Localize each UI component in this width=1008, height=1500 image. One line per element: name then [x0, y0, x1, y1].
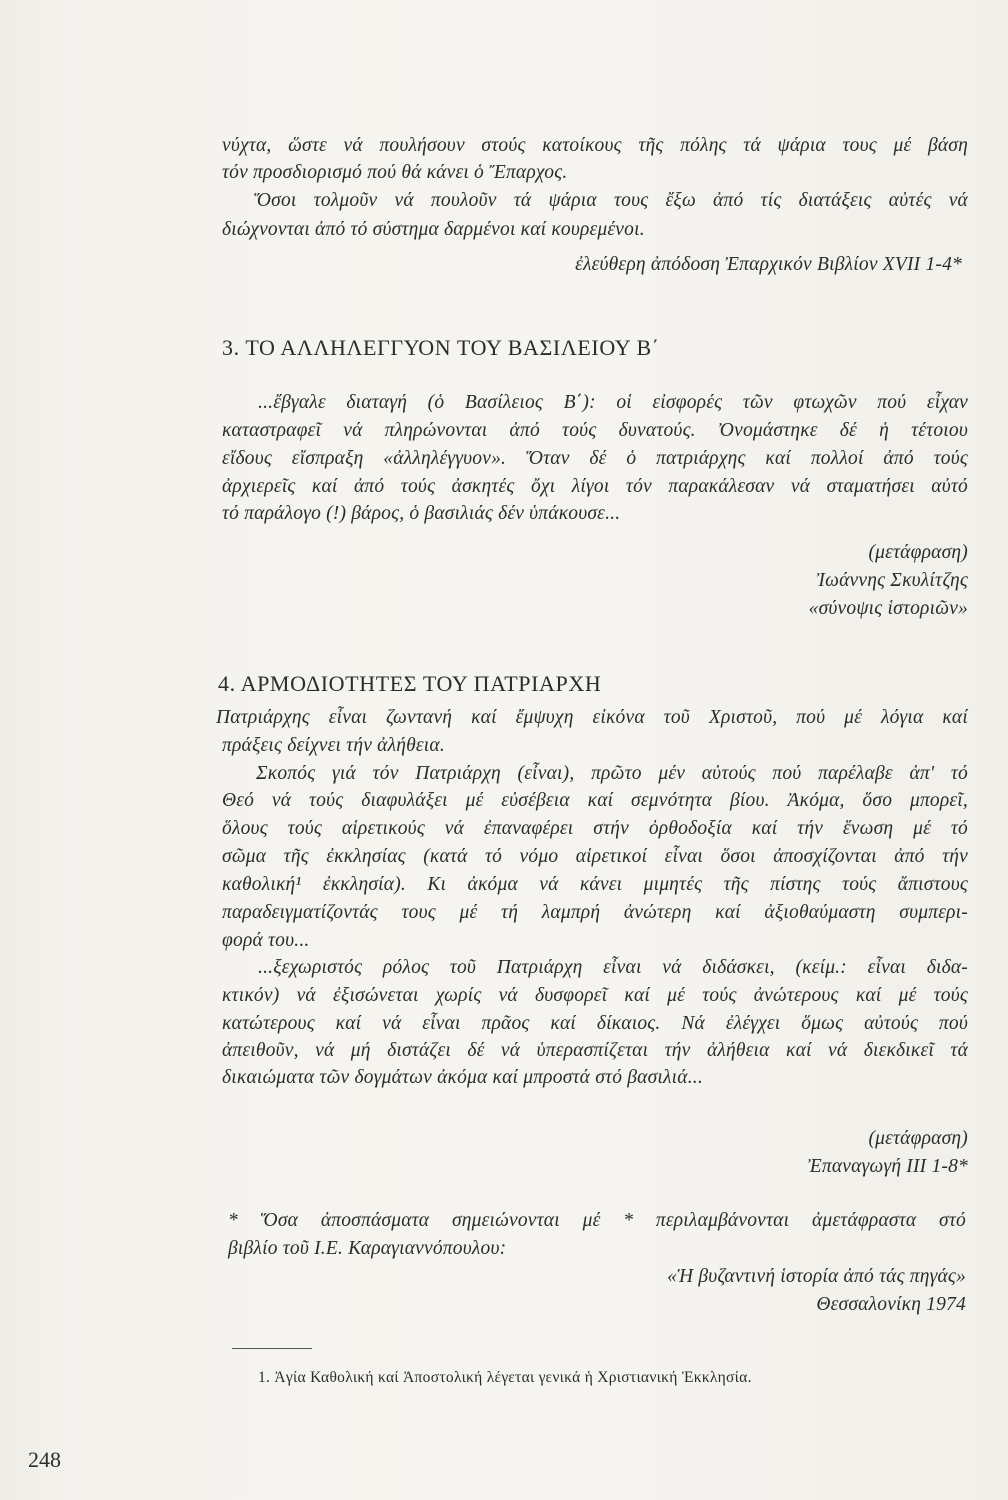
page-number: 248 — [28, 1447, 61, 1472]
text-line: παραδειγματίζοντάς τους μέ τή λαμπρή ἀνώτερη καί ἀξιοθαύμαστη συμπερι- — [222, 902, 968, 923]
attribution-line: «σύνοψις ἱστοριῶν» — [808, 598, 968, 619]
note-line: * Ὅσα ἀποσπάσματα σημειώνονται μέ * περιλαμβάνονται ἀμετάφραστα στό — [228, 1210, 966, 1231]
text-line: εἴδους εἴσπραξη «ἀλληλέγγυον». Ὅταν δέ ὁ πατριάρχης καί πολλοί ἀπό τούς — [222, 448, 968, 469]
text-line: καθολική¹ ἐκκλησία). Κι ἀκόμα νά κάνει μιμητές τῆς πίστης τούς ἄπιστους — [222, 874, 968, 895]
attribution-line: Ἐπαναγωγή III 1-8* — [807, 1156, 968, 1177]
text-line: Σκοπός γιά τόν Πατριάρχη (εἶναι), πρῶτο μέν αὐτούς πού παρέλαβε ἀπ' τό — [256, 763, 968, 784]
text-line: Πατριάρχης εἶναι ζωντανή καί ἔμψυχη εἰκόνα τοῦ Χριστοῦ, πού μέ λόγια καί — [216, 707, 968, 728]
attribution-line: (μετάφραση) — [868, 1128, 968, 1149]
text-line: κτικόν) νά ἐξισώνεται χωρίς νά δυσφορεῖ καί μέ τούς ἀνώτερους καί μέ τούς — [222, 985, 968, 1006]
text-line: Ὅσοι τολμοῦν νά πουλοῦν τά ψάρια τους ἔξω ἀπό τίς διατάξεις αὐτές νά — [254, 190, 968, 211]
text-line: σῶμα τῆς ἐκκλησίας (κατά τό νόμο αἱρετικοί εἶναι ὅσοι ἀποσχίζονται ἀπό τήν — [222, 846, 968, 867]
footnote-divider — [232, 1348, 312, 1349]
text-line: τόν προσδιορισμό πού θά κάνει ὁ Ἔπαρχος. — [222, 162, 568, 183]
text-line: δικαιώματα τῶν δογμάτων ἀκόμα καί μπροστά στό βασιλιά... — [222, 1067, 703, 1088]
section-heading: 4. ΑΡΜΟΔΙΟΤΗΤΕΣ ΤΟΥ ΠΑΤΡΙΑΡΧΗ — [218, 671, 602, 696]
footnote: 1. Ἁγία Καθολική καί Ἀποστολική λέγεται γενικά ἡ Χριστιανική Ἐκκλησία. — [258, 1369, 752, 1386]
text-line: διώχνονται ἀπό τό σύστημα δαρμένοι καί κουρεμένοι. — [222, 219, 645, 240]
text-line: ἀρχιερεῖς καί ἀπό τούς ἀσκητές ὄχι λίγοι τόν παρακάλεσαν νά σταματήσει αὐτό — [222, 476, 968, 497]
text-line: κατώτερους καί νά εἶναι πρᾶος καί δίκαιος. Νά ἐλέγχει ὅμως αὐτούς πού — [222, 1013, 968, 1034]
text-line: ἀπειθοῦν, νά μή διστάζει δέ νά ὑπερασπίζεται τήν ἀλήθεια καί νά διεκδικεῖ τά — [222, 1040, 968, 1061]
text-line: Θεό νά τούς διαφυλάξει μέ εὐσέβεια καί σεμνότητα βίου. Ἀκόμα, ὅσο μπορεῖ, — [222, 790, 968, 811]
text-line: τό παράλογο (!) βάρος, ὁ βασιλιάς δέν ὑπάκουσε... — [222, 503, 621, 524]
text-line: πράξεις δείχνει τήν ἀλήθεια. — [222, 735, 445, 756]
text-line: ὅλους τούς αἱρετικούς νά ἐπαναφέρει στήν ὀρθοδοξία καί τήν ἕνωση μέ τό — [222, 818, 968, 839]
note-line: βιβλίο τοῦ Ι.Ε. Καραγιαννόπουλου: — [228, 1238, 507, 1259]
text-line: καταστραφεῖ νά πληρώνονται ἀπό τούς δυνατούς. Ὀνομάστηκε δέ ἡ τέτοιου — [222, 420, 968, 441]
text-line: ...ἔβγαλε διαταγή (ὁ Βασίλειος Β΄): οἱ εἰσφορές τῶν φτωχῶν πού εἶχαν — [258, 392, 968, 413]
source-citation: ἐλεύθερη ἀπόδοση Ἐπαρχικόν Βιβλίον XVII 1-4* — [575, 254, 962, 275]
attribution-line: Ἰωάννης Σκυλίτζης — [816, 570, 968, 591]
text-line: ...ξεχωριστός ρόλος τοῦ Πατριάρχη εἶναι νά διδάσκει, (κείμ.: εἶναι διδα- — [258, 957, 968, 978]
text-line: φορά του... — [222, 930, 310, 951]
text-line: νύχτα, ὥστε νά πουλήσουν στούς κατοίκους τῆς πόλης τά ψάρια τους μέ βάση — [222, 135, 968, 156]
note-source-line: «Ἡ βυζαντινή ἱστορία ἀπό τάς πηγάς» — [667, 1266, 966, 1287]
section-heading: 3. ΤΟ ΑΛΛΗΛΕΓΓΥΟΝ ΤΟΥ ΒΑΣΙΛΕΙΟΥ Β΄ — [222, 335, 660, 360]
attribution-line: (μετάφραση) — [868, 542, 968, 563]
note-source-line: Θεσσαλονίκη 1974 — [816, 1294, 966, 1315]
